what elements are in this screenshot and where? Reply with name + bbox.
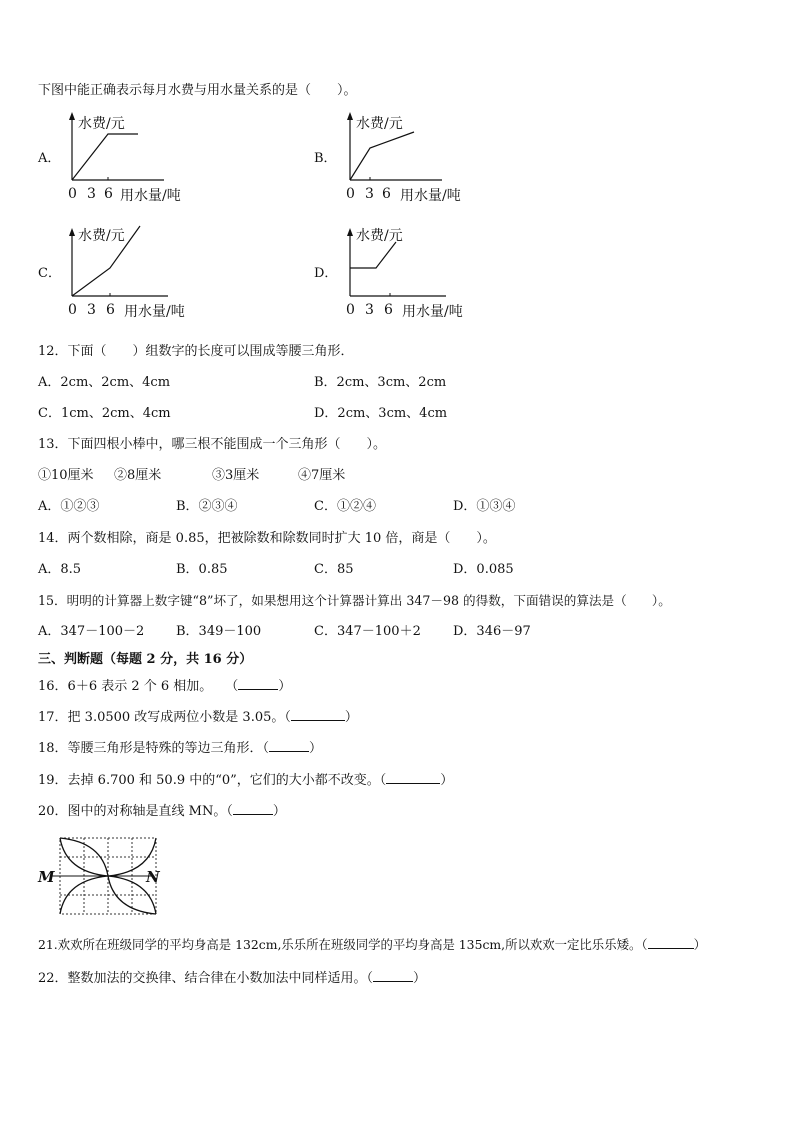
tick-6: 6	[104, 186, 113, 202]
q15-stem: 15．明明的计算器上数字键“8”坏了，如果想用这个计算器计算出 347－98 的得数，下面错误的算法是（ ）。	[38, 593, 671, 608]
q21-text: 21.欢欢所在班级同学的平均身高是 132cm,乐乐所在班级同学的平均身高是 135cm,所以欢欢一定比乐乐矮。（	[38, 937, 648, 952]
q17-close: ）	[344, 710, 358, 725]
tick-3: 3	[87, 302, 96, 318]
label-m: M	[38, 868, 55, 886]
q18-text: 18．等腰三角形是特殊的等边三角形．（	[38, 741, 270, 756]
q18	[38, 739, 322, 757]
q13-option-b[interactable]: B．②③④	[176, 499, 238, 514]
q19-close: ）	[440, 773, 454, 788]
y-axis-label: 水费/元	[356, 228, 403, 244]
q15-option-a[interactable]: A．347－100－2	[38, 624, 145, 639]
q11-option-d-label[interactable]: D．	[314, 266, 338, 281]
tick-0: 0	[68, 302, 77, 318]
q12-option-a[interactable]: A．2cm、2cm、4cm	[38, 375, 171, 390]
q16	[38, 677, 291, 695]
q13-stem: 13．下面四根小棒中，哪三根不能围成一个三角形（ ）。	[38, 437, 387, 452]
q13-stick-1: ①10厘米	[38, 468, 94, 483]
q13-option-a[interactable]: A．①②③	[38, 499, 100, 514]
q11-graph-d[interactable]	[338, 222, 498, 322]
q14-option-d[interactable]: D．0.085	[453, 562, 514, 577]
q16-answer-blank[interactable]	[238, 677, 278, 690]
q13-stick-2: ②8厘米	[114, 468, 162, 483]
q18-close: ）	[309, 741, 323, 756]
q19	[38, 771, 453, 789]
q21	[38, 936, 706, 953]
tick-3: 3	[87, 186, 96, 202]
q20-close: ）	[272, 804, 286, 819]
q16-close: ）	[278, 679, 292, 694]
section-3-heading: 三、判断题（每题 2 分，共 16 分）	[38, 652, 253, 667]
tick-0: 0	[346, 186, 355, 202]
q15-option-c[interactable]: C．347－100＋2	[314, 624, 421, 639]
q14-option-a[interactable]: A．8.5	[38, 562, 82, 577]
x-axis-label: 用水量/吨	[402, 304, 463, 320]
q21-answer-blank[interactable]	[648, 936, 694, 949]
q20-figure	[36, 832, 164, 920]
tick-6: 6	[106, 302, 115, 318]
q21-close: ）	[693, 937, 706, 952]
tick-6: 6	[384, 302, 393, 318]
q11-graph-c[interactable]	[60, 222, 220, 322]
label-n: N	[146, 868, 160, 886]
q16-text: 16．6＋6 表示 2 个 6 相加。 （	[38, 679, 239, 694]
cost-line	[350, 132, 414, 180]
q22-text: 22．整数加法的交换律、结合律在小数加法中同样适用。（	[38, 971, 374, 986]
y-axis-label: 水费/元	[78, 228, 125, 244]
q20	[38, 802, 286, 820]
q14-option-c[interactable]: C．85	[314, 562, 354, 577]
q12-option-c[interactable]: C．1cm、2cm、4cm	[38, 406, 171, 421]
q12-option-b[interactable]: B．2cm、3cm、2cm	[314, 375, 447, 390]
q13-option-c[interactable]: C．①②④	[314, 499, 376, 514]
q13-stick-3: ③3厘米	[212, 468, 260, 483]
tick-0: 0	[68, 186, 77, 202]
x-axis-label: 用水量/吨	[120, 188, 181, 204]
q11-stem: 下图中能正确表示每月水费与用水量关系的是（ ）。	[38, 83, 357, 98]
tick-6: 6	[382, 186, 391, 202]
q17	[38, 708, 358, 726]
q14-option-b[interactable]: B．0.85	[176, 562, 228, 577]
q11-option-a-label[interactable]: A．	[38, 151, 61, 166]
q22-answer-blank[interactable]	[373, 969, 413, 982]
q13-option-d[interactable]: D．①③④	[453, 499, 516, 514]
q20-answer-blank[interactable]	[233, 802, 273, 815]
q14-stem: 14．两个数相除，商是 0.85，把被除数和除数同时扩大 10 倍，商是（ ）。	[38, 531, 496, 546]
tick-3: 3	[365, 302, 374, 318]
q17-text: 17．把 3.0500 改写成两位小数是 3.05。（	[38, 710, 291, 725]
tick-3: 3	[365, 186, 374, 202]
q20-text: 20．图中的对称轴是直线 MN。（	[38, 804, 233, 819]
q11-graph-a[interactable]	[60, 108, 220, 204]
q15-option-d[interactable]: D．346－97	[453, 624, 531, 639]
q12-stem: 12．下面（ ）组数字的长度可以围成等腰三角形．	[38, 344, 354, 359]
tick-0: 0	[346, 302, 355, 318]
q22	[38, 969, 426, 987]
y-axis-arrow	[69, 112, 75, 120]
cost-line	[350, 242, 396, 268]
q18-answer-blank[interactable]	[269, 739, 309, 752]
cost-line	[72, 134, 138, 180]
q22-close: ）	[413, 971, 427, 986]
y-axis-label: 水费/元	[356, 116, 403, 132]
y-axis-label: 水费/元	[78, 116, 125, 132]
q19-answer-blank[interactable]	[386, 771, 440, 784]
q12-option-d[interactable]: D．2cm、3cm、4cm	[314, 406, 448, 421]
q13-stick-4: ④7厘米	[298, 468, 346, 483]
q11-option-b-label[interactable]: B．	[314, 151, 337, 166]
x-axis-label: 用水量/吨	[400, 188, 461, 204]
q11-option-c-label[interactable]: C．	[38, 266, 61, 281]
q11-graph-b[interactable]	[338, 108, 498, 204]
q19-text: 19．去掉 6.700 和 50.9 中的“0”，它们的大小都不改变。（	[38, 773, 387, 788]
q17-answer-blank[interactable]	[291, 708, 345, 721]
x-axis-label: 用水量/吨	[124, 304, 185, 320]
q15-option-b[interactable]: B．349－100	[176, 624, 262, 639]
